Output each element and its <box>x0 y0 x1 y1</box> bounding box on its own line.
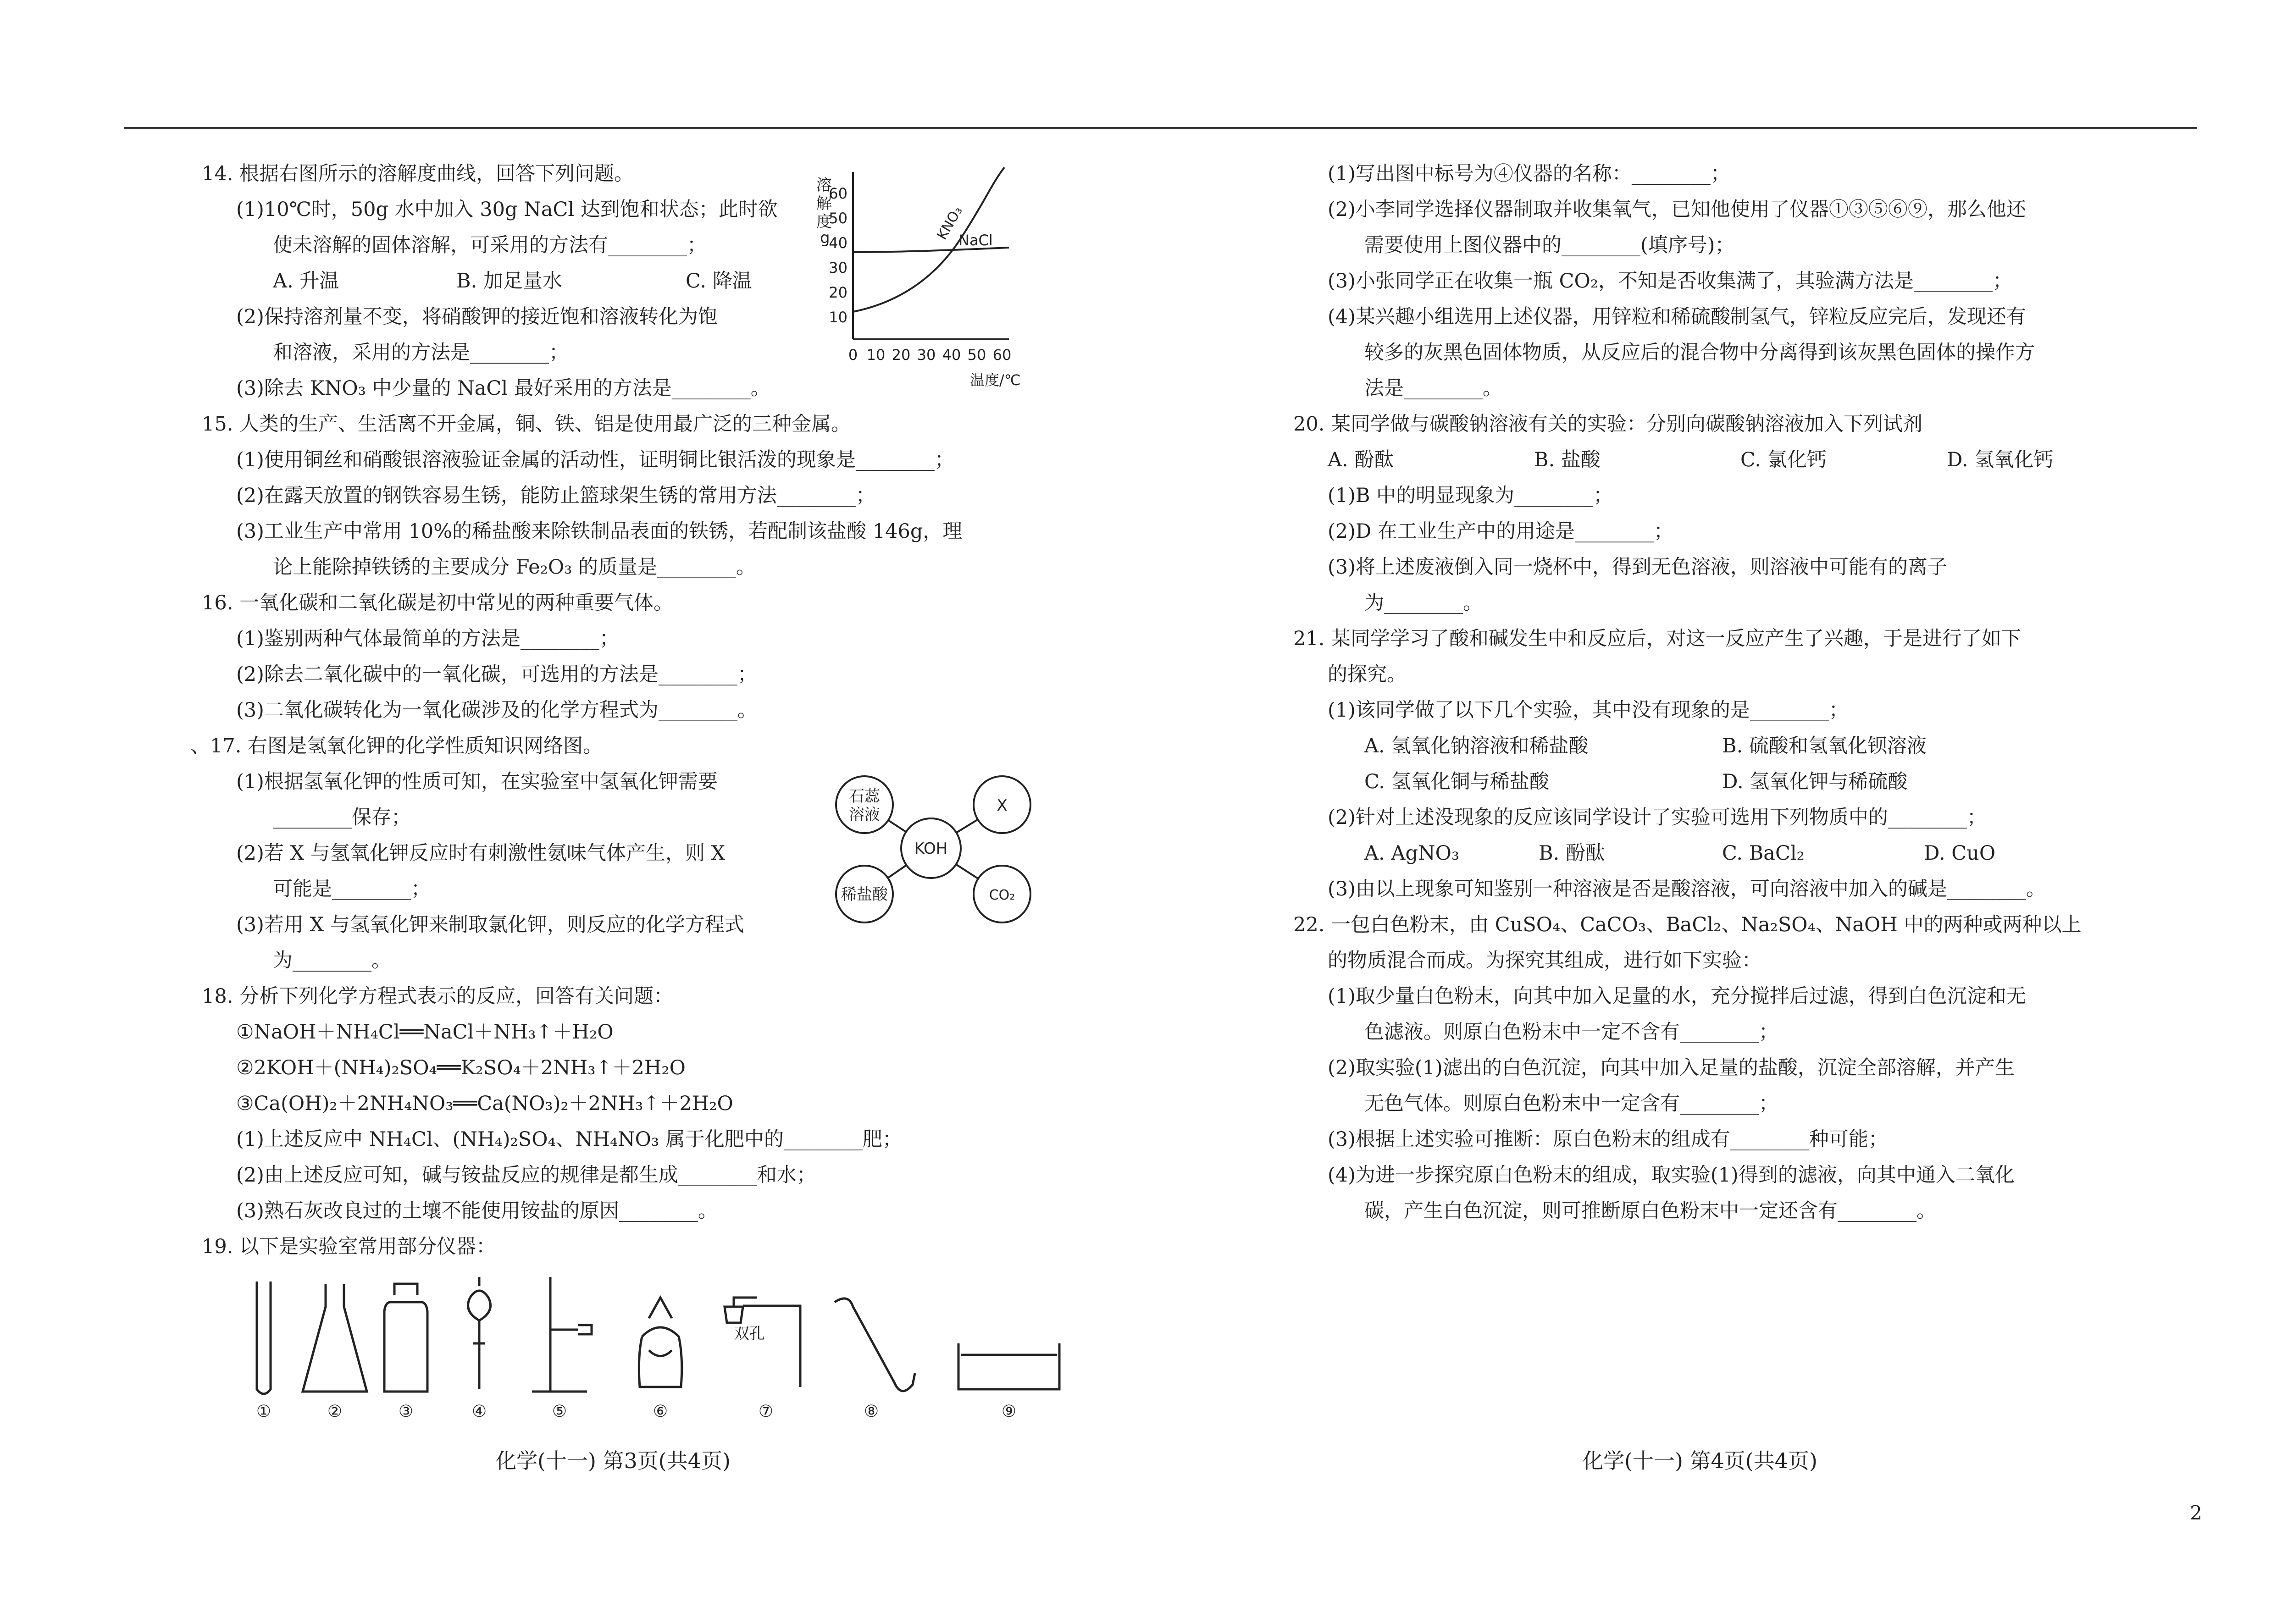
gas-bottle-icon <box>384 1284 427 1392</box>
q18-equation-3: ③Ca(OH)₂＋2NH₄NO₃══Ca(NO₃)₂＋2NH₃↑＋2H₂O <box>236 1092 733 1115</box>
q21-part1-option-d: D. 氢氧化钾与稀硫酸 <box>1722 770 1908 793</box>
q14-option-c: C. 降温 <box>686 270 752 293</box>
q22-stem-line2: 的物质混合而成。为探究其组成，进行如下实验： <box>1328 949 1761 972</box>
q20-part3-line2: 为________。 <box>1364 591 1483 614</box>
q16-stem: 16. 一氧化碳和二氧化碳是初中常见的两种重要气体。 <box>202 591 674 614</box>
q21-part1: (1)该同学做了以下几个实验，其中没有现象的是________； <box>1328 699 1849 722</box>
node-litmus-label-1: 石蕊 <box>849 787 880 806</box>
q22-part2-line1: (2)取实验(1)滤出的白色沉淀，向其中加入足量的盐酸，沉淀全部溶解，并产生 <box>1328 1056 2015 1079</box>
q21-part2: (2)针对上述没现象的反应该同学设计了实验可选用下列物质中的________； <box>1328 806 1987 829</box>
node-litmus-label-2: 溶液 <box>849 806 880 824</box>
q20-stem: 20. 某同学做与碳酸钠溶液有关的实验：分别向碳酸钠溶液加入下列试剂 <box>1293 413 1923 436</box>
node-koh-label: KOH <box>914 840 948 858</box>
ytick-40: 40 <box>829 234 847 252</box>
q19-part2-line2: 需要使用上图仪器中的________(填序号)； <box>1364 234 1735 257</box>
q19-part1: (1)写出图中标号为④仪器的名称：________； <box>1328 162 1730 185</box>
q18-stem: 18. 分析下列化学方程式表示的反应，回答有关问题： <box>202 985 674 1008</box>
q21-part2-options <box>1293 835 2188 871</box>
top-rule <box>124 127 2197 129</box>
q17-part2-line2: 可能是________； <box>273 878 431 900</box>
q21-part1-option-c: C. 氢氧化铜与稀盐酸 <box>1364 770 1549 793</box>
xtick-10: 10 <box>866 346 886 364</box>
q20-option-a: A. 酚酞 <box>1328 448 1394 471</box>
q14-option-b: B. 加足量水 <box>456 270 562 293</box>
apparatus-label-8: ⑧ <box>864 1402 879 1421</box>
graph-xlabel: 温度/℃ <box>970 371 1021 389</box>
iron-stand-icon <box>532 1277 592 1392</box>
q19-part4-line2: 较多的灰黑色固体物质，从反应后的混合物中分离得到该灰黑色固体的操作方 <box>1364 341 2035 364</box>
q21-part1-options-ab <box>1293 728 2188 764</box>
node-co2-label: CO₂ <box>989 887 1015 903</box>
xtick-0: 0 <box>848 346 858 364</box>
footer-left: 化学(十一) 第3页(共4页) <box>495 1448 731 1473</box>
apparatus-label-7: ⑦ <box>758 1402 774 1421</box>
ylabel-4: g <box>820 229 830 247</box>
apparatus-label-5: ⑤ <box>552 1402 567 1421</box>
q16-part1: (1)鉴别两种气体最简单的方法是________； <box>236 627 619 650</box>
q20-option-b: B. 盐酸 <box>1534 448 1601 471</box>
q20-option-d: D. 氢氧化钙 <box>1947 448 2054 471</box>
q21-part2-option-d: D. CuO <box>1924 842 1996 865</box>
footer-right: 化学(十一) 第4页(共4页) <box>1582 1448 1817 1473</box>
q21-part1-option-a: A. 氢氧化钠溶液和稀盐酸 <box>1364 735 1589 757</box>
xtick-60: 60 <box>992 346 1012 364</box>
page-number: 2 <box>2190 1502 2202 1524</box>
q14-option-a: A. 升温 <box>273 270 339 293</box>
kno3-label: KNO₃ <box>934 204 966 243</box>
test-tube-icon <box>257 1282 271 1394</box>
q16-part3: (3)二氧化碳转化为一氧化碳涉及的化学方程式为________。 <box>236 699 757 722</box>
q22-part1-line1: (1)取少量白色粉末，向其中加入足量的水，充分搅拌后过滤，得到白色沉淀和无 <box>1328 985 2026 1008</box>
apparatus-label-6: ⑥ <box>653 1402 668 1421</box>
q19-part3: (3)小张同学正在收集一瓶 CO₂，不知是否收集满了，其验满方法是________； <box>1328 270 2012 293</box>
ytick-60: 60 <box>829 185 847 202</box>
ylabel-1: 溶 <box>816 176 832 194</box>
q22-part4-line1: (4)为进一步探究原白色粉末的组成，取实验(1)得到的滤液，向其中通入二氧化 <box>1328 1164 2015 1187</box>
alcohol-lamp-icon <box>639 1298 681 1387</box>
q17-stem: 、17. 右图是氢氧化钾的化学性质知识网络图。 <box>190 735 603 757</box>
q20-part1: (1)B 中的明显现象为________； <box>1328 484 1613 507</box>
ytick-50: 50 <box>829 210 847 227</box>
q18-equation-1: ①NaOH＋NH₄Cl══NaCl＋NH₃↑＋H₂O <box>236 1021 614 1044</box>
apparatus-label-1: ① <box>256 1402 271 1421</box>
q15-part1: (1)使用铜丝和硝酸银溶液验证金属的活动性，证明铜比银活泼的现象是________； <box>236 448 954 471</box>
node-x-label: X <box>997 796 1008 815</box>
q18-part3: (3)熟石灰改良过的土壤不能使用铵盐的原因________。 <box>236 1199 718 1222</box>
q15-part2: (2)在露天放置的钢铁容易生锈，能防止篮球架生锈的常用方法________； <box>236 484 875 507</box>
ylabel-2: 解 <box>816 194 832 213</box>
apparatus-label-4: ④ <box>471 1402 487 1421</box>
q22-stem-line1: 22. 一包白色粉末，由 CuSO₄、CaCO₃、BaCl₂、Na₂SO₄、NaOH 中的两种或两种以上 <box>1293 913 2082 936</box>
nacl-label: NaCl <box>958 232 993 249</box>
q21-part2-option-c: C. BaCl₂ <box>1722 842 1805 865</box>
double-hole-label: 双孔 <box>734 1325 765 1343</box>
q21-stem-line1: 21. 某同学学习了酸和碱发生中和反应后，对这一反应产生了兴趣，于是进行了如下 <box>1293 627 2022 650</box>
node-hcl-label: 稀盐酸 <box>841 885 888 904</box>
q18-part2: (2)由上述反应可知，碱与铵盐反应的规律是都生成________和水； <box>236 1164 816 1187</box>
q14-part3: (3)除去 KNO₃ 中少量的 NaCl 最好采用的方法是________。 <box>236 377 770 400</box>
q22-part1-line2: 色滤液。则原白色粉末中一定不含有________； <box>1364 1021 1778 1044</box>
q17-part2-line1: (2)若 X 与氢氧化钾反应时有刺激性氨味气体产生，则 X <box>236 842 726 865</box>
q21-part2-option-b: B. 酚酞 <box>1539 842 1605 865</box>
q21-part2-option-a: A. AgNO₃ <box>1364 842 1460 865</box>
q19-part2-line1: (2)小李同学选择仪器制取并收集氧气，已知他使用了仪器①③⑤⑥⑨，那么他还 <box>1328 198 2026 221</box>
q22-part4-line2: 碳，产生白色沉淀，则可推断原白色粉末中一定还含有________。 <box>1364 1199 1936 1222</box>
separatory-funnel-icon <box>468 1277 491 1389</box>
apparatus-label-3: ③ <box>398 1402 414 1421</box>
q22-part3: (3)根据上述实验可推断：原白色粉末的组成有________种可能； <box>1328 1128 1888 1151</box>
q19-part4-line1: (4)某兴趣小组选用上述仪器，用锌粒和稀硫酸制氢气，锌粒反应完后，发现还有 <box>1328 305 2026 328</box>
q17-part3-line1: (3)若用 X 与氢氧化钾来制取氯化钾，则反应的化学方程式 <box>236 913 744 936</box>
q18-equation-2: ②2KOH＋(NH₄)₂SO₄══K₂SO₄＋2NH₃↑＋2H₂O <box>236 1056 686 1079</box>
water-trough-icon <box>958 1343 1059 1389</box>
q19-stem: 19. 以下是实验室常用部分仪器： <box>202 1235 496 1258</box>
xtick-50: 50 <box>967 346 986 364</box>
q21-part1-option-b: B. 硫酸和氢氧化钡溶液 <box>1722 735 1927 757</box>
q20-part2: (2)D 在工业生产中的用途是________； <box>1328 520 1674 543</box>
solubility-graph <box>807 158 1073 415</box>
conical-flask-icon <box>303 1284 367 1392</box>
q17-part3-line2: 为________。 <box>273 949 391 972</box>
q21-part3: (3)由以上现象可知鉴别一种溶液是否是酸溶液，可向溶液中加入的碱是________。 <box>1328 878 2046 900</box>
q20-part3-line1: (3)将上述废液倒入同一烧杯中，得到无色溶液，则溶液中可能有的离子 <box>1328 556 1947 579</box>
apparatus-label-9: ⑨ <box>1001 1402 1017 1421</box>
q21-stem-line2: 的探究。 <box>1328 663 1407 686</box>
q19-part4-line3: 法是________。 <box>1364 377 1502 400</box>
apparatus-label-2: ② <box>327 1402 343 1421</box>
q16-part2: (2)除去二氧化碳中的一氧化碳，可选用的方法是________； <box>236 663 757 686</box>
q17-part1-line2: ________保存； <box>273 806 411 829</box>
q17-part1-line1: (1)根据氢氧化钾的性质可知，在实验室中氢氧化钾需要 <box>236 770 718 793</box>
q14-part2-line2: 和溶液，采用的方法是________； <box>273 341 569 364</box>
ytick-30: 30 <box>829 259 847 276</box>
q15-part3-line2: 论上能除掉铁锈的主要成分 Fe₂O₃ 的质量是________。 <box>273 556 756 579</box>
q20-option-c: C. 氯化钙 <box>1740 448 1827 471</box>
q15-part3-line1: (3)工业生产中常用 10%的稀盐酸来除铁制品表面的铁锈，若配制该盐酸 146g，理 <box>236 520 963 543</box>
ytick-10: 10 <box>829 309 847 326</box>
koh-network-diagram <box>825 761 1046 935</box>
graph-ylabel-hidden: 溶解度/g <box>807 158 809 159</box>
q21-part1-options-cd <box>1293 764 2188 800</box>
q14-part1-line2: 使未溶解的固体溶解，可采用的方法有________； <box>273 234 707 257</box>
q15-stem: 15. 人类的生产、生活离不开金属，铜、铁、铝是使用最广泛的三种金属。 <box>202 413 851 436</box>
q14-stem: 14. 根据右图所示的溶解度曲线，回答下列问题。 <box>202 162 634 185</box>
right-column <box>1293 156 2188 1229</box>
lab-apparatus <box>238 1275 1101 1426</box>
q18-part1: (1)上述反应中 NH₄Cl、(NH₄)₂SO₄、NH₄NO₃ 属于化肥中的________肥； <box>236 1128 902 1151</box>
q14-part2-line1: (2)保持溶剂量不变，将硝酸钾的接近饱和溶液转化为饱 <box>236 305 718 328</box>
ylabel-3: 度 <box>816 213 832 231</box>
xtick-30: 30 <box>917 346 936 364</box>
q20-options <box>1293 442 2188 478</box>
xtick-40: 40 <box>942 346 961 364</box>
q22-part2-line2: 无色气体。则原白色粉末中一定含有________； <box>1364 1092 1778 1115</box>
q14-part1-line1: (1)10℃时，50g 水中加入 30g NaCl 达到饱和状态；此时欲 <box>236 198 778 221</box>
xtick-20: 20 <box>892 346 911 364</box>
bent-tube-icon <box>835 1298 915 1391</box>
ytick-20: 20 <box>829 284 847 301</box>
